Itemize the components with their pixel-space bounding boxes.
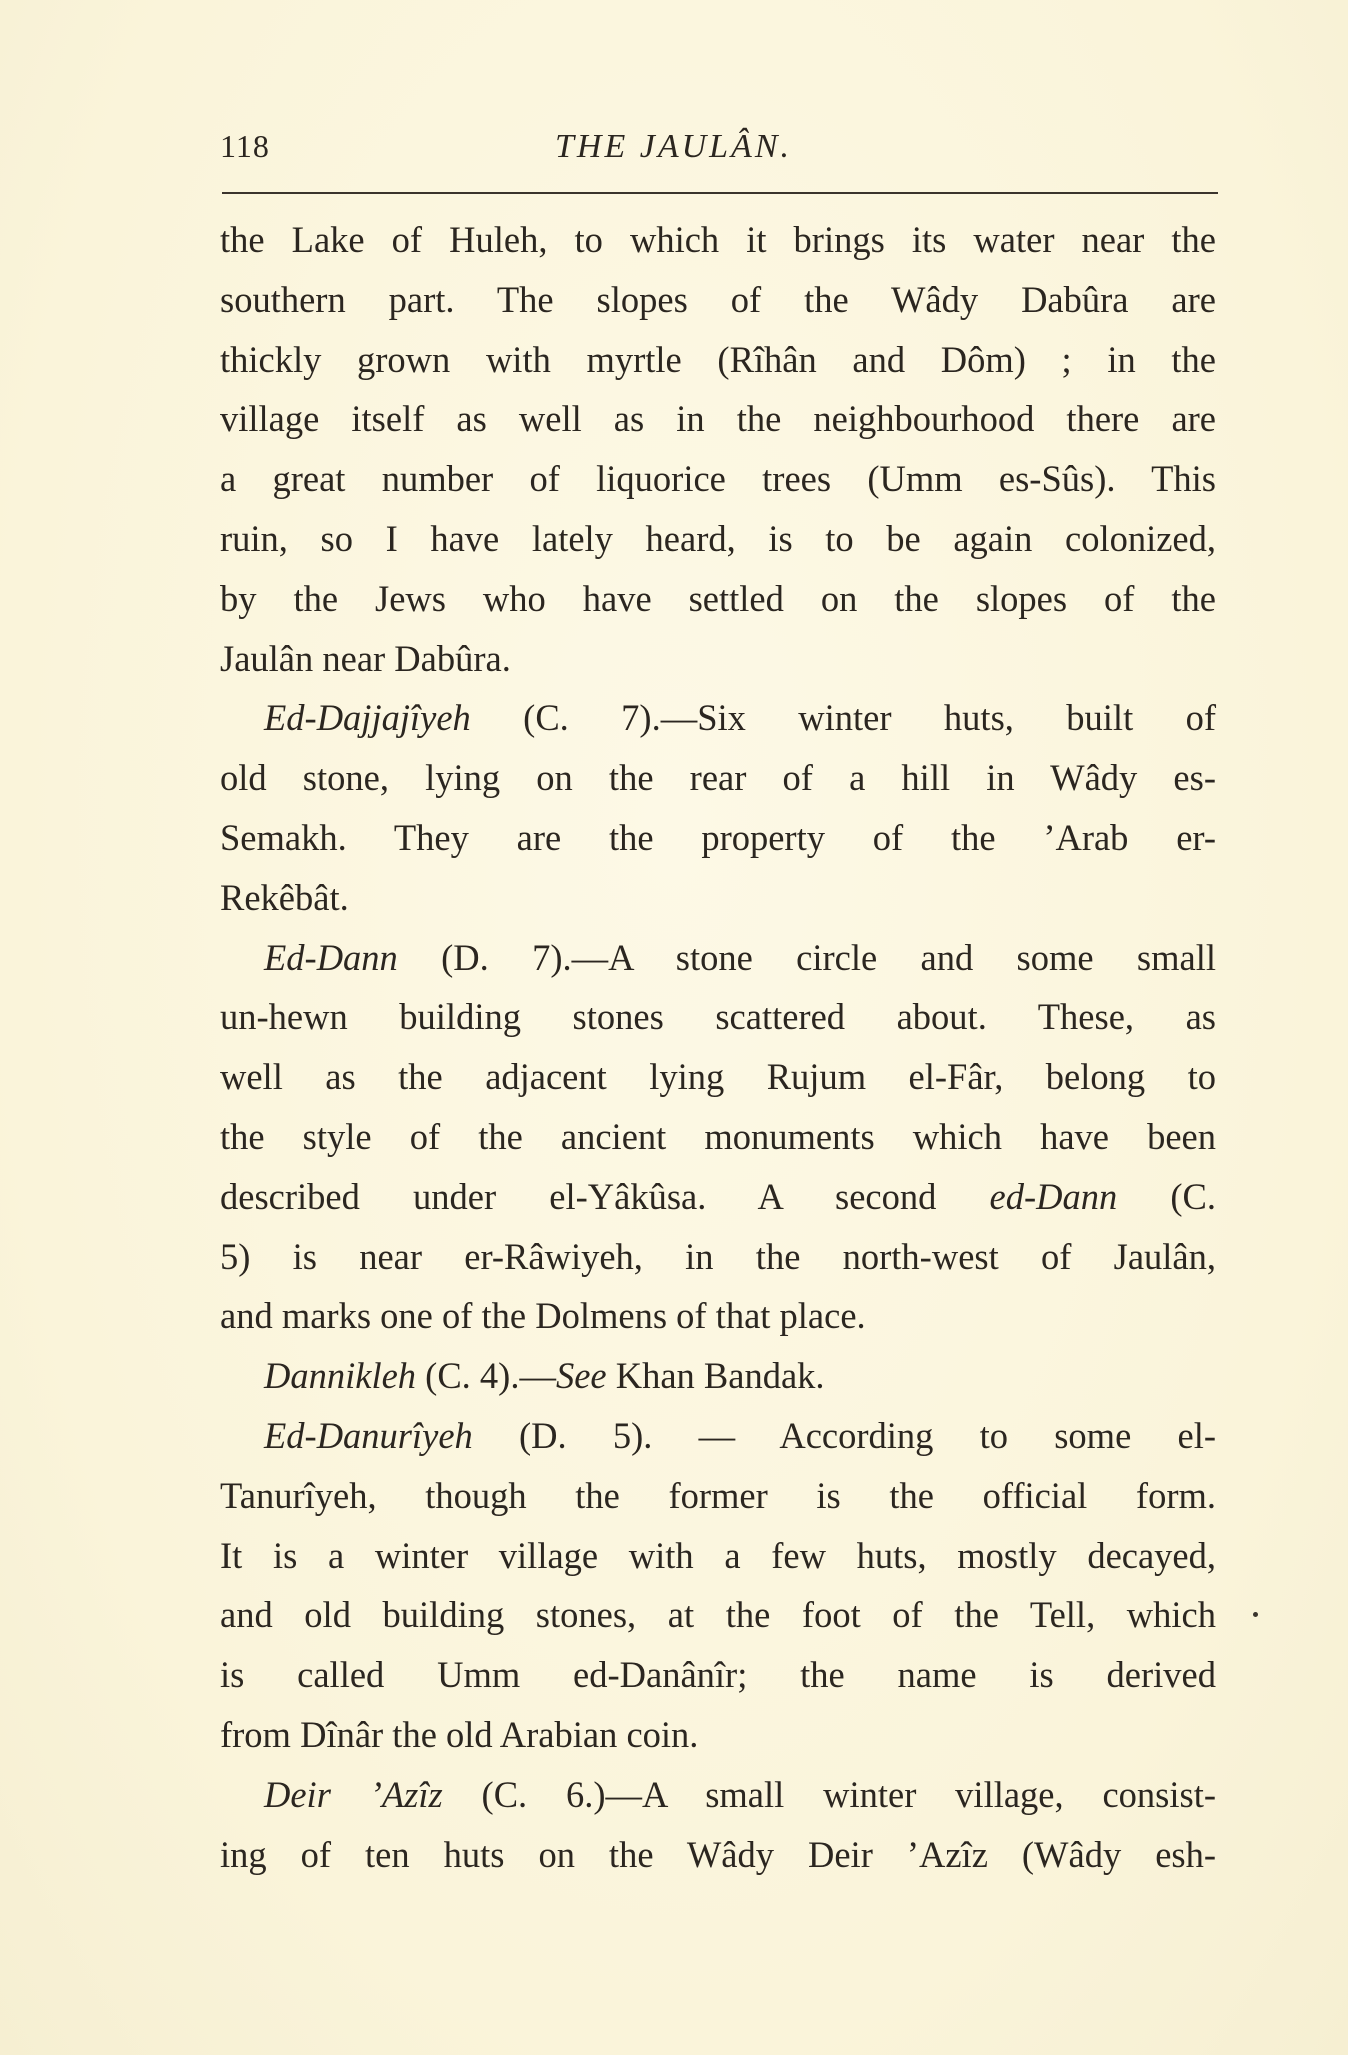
text-run: Semakh. They are the property of the ’Arab er- bbox=[220, 816, 1216, 858]
text-line bbox=[220, 1406, 1216, 1466]
text-line bbox=[220, 330, 1216, 390]
italic-term: Ed-Dann bbox=[264, 936, 398, 978]
text-line bbox=[220, 270, 1216, 330]
italic-term: Deir ’Azîz bbox=[264, 1773, 443, 1815]
text-line bbox=[220, 569, 1216, 629]
text-run: It is a winter village with a few huts, mostly decayed, bbox=[220, 1534, 1216, 1576]
text-line bbox=[220, 1645, 1216, 1705]
text-line bbox=[220, 868, 1216, 928]
text-line bbox=[220, 210, 1216, 270]
text-run: ruin, so I have lately heard, is to be again colonized, bbox=[220, 517, 1216, 559]
text-line bbox=[220, 629, 1216, 689]
text-run: (D. 7).—A stone circle and some small bbox=[397, 936, 1216, 978]
text-run: from Dînâr the old Arabian coin. bbox=[220, 1713, 699, 1755]
italic-term: Ed-Danurîyeh bbox=[264, 1414, 473, 1456]
text-line bbox=[220, 1346, 1216, 1406]
text-run: old stone, lying on the rear of a hill in Wâdy es- bbox=[220, 757, 1216, 799]
text-run: the style of the ancient monuments which have been bbox=[220, 1115, 1216, 1157]
page-number: 118 bbox=[220, 128, 270, 164]
text-line bbox=[220, 1047, 1216, 1107]
text-run: village itself as well as in the neighbourhood there are bbox=[220, 398, 1216, 440]
text-line bbox=[220, 1466, 1216, 1526]
text-line bbox=[220, 688, 1216, 748]
text-run: Rekêbât. bbox=[220, 876, 349, 918]
text-line bbox=[220, 1107, 1216, 1167]
text-run: Tanurîyeh, though the former is the official form. bbox=[220, 1474, 1216, 1516]
text-line bbox=[220, 748, 1216, 808]
text-run: Jaulân near Dabûra. bbox=[220, 637, 511, 679]
text-line bbox=[220, 1585, 1216, 1645]
italic-term: See bbox=[555, 1355, 607, 1397]
italic-term: ed-Dann bbox=[989, 1175, 1118, 1217]
header-rule bbox=[222, 192, 1218, 194]
text-run: (C. 4).— bbox=[416, 1355, 556, 1397]
text-run: ing of ten huts on the Wâdy Deir ’Azîz (Wâdy esh- bbox=[220, 1833, 1216, 1875]
body-text bbox=[220, 210, 1216, 1884]
text-line bbox=[220, 808, 1216, 868]
text-run: the Lake of Huleh, to which it brings its water near the bbox=[220, 219, 1216, 260]
text-line bbox=[220, 1167, 1216, 1227]
text-run: by the Jews who have settled on the slopes of the bbox=[220, 577, 1216, 619]
text-run: thickly grown with myrtle (Rîhân and Dôm) ; in the bbox=[220, 338, 1216, 380]
margin-mark bbox=[1253, 1612, 1258, 1617]
text-line bbox=[220, 389, 1216, 449]
text-run: a great number of liquorice trees (Umm es-Sûs). This bbox=[220, 458, 1216, 500]
text-line bbox=[220, 449, 1216, 509]
text-run: (D. 5). — According to some el- bbox=[472, 1414, 1216, 1456]
text-run: described under el-Yâkûsa. A second bbox=[220, 1175, 990, 1217]
text-run: (C. bbox=[1117, 1175, 1216, 1217]
text-run: 5) is near er-Râwiyeh, in the north-west of Jaulân, bbox=[220, 1235, 1216, 1277]
text-run: southern part. The slopes of the Wâdy Dabûra are bbox=[220, 278, 1216, 320]
text-run: and marks one of the Dolmens of that place. bbox=[220, 1295, 866, 1337]
running-title: THE JAULÂN. bbox=[555, 128, 792, 165]
italic-term: Dannikleh bbox=[264, 1355, 417, 1397]
text-line bbox=[220, 1227, 1216, 1287]
text-line bbox=[220, 1825, 1216, 1885]
text-run: is called Umm ed-Danânîr; the name is derived bbox=[220, 1654, 1216, 1696]
text-line bbox=[220, 987, 1216, 1047]
page-header bbox=[220, 128, 1220, 178]
text-run: (C. 6.)—A small winter village, consist- bbox=[442, 1773, 1216, 1815]
text-line bbox=[220, 928, 1216, 988]
text-line bbox=[220, 509, 1216, 569]
text-run: well as the adjacent lying Rujum el-Fâr, belong to bbox=[220, 1056, 1216, 1098]
text-run: Khan Bandak. bbox=[606, 1355, 825, 1397]
text-line bbox=[220, 1286, 1216, 1346]
text-line bbox=[220, 1705, 1216, 1765]
text-run: and old building stones, at the foot of the Tell, which bbox=[220, 1594, 1216, 1636]
text-line bbox=[220, 1765, 1216, 1825]
text-line bbox=[220, 1526, 1216, 1586]
italic-term: Ed-Dajjajîyeh bbox=[264, 697, 471, 739]
text-run: (C. 7).—Six winter huts, built of bbox=[470, 697, 1216, 739]
text-run: un-hewn building stones scattered about. These, as bbox=[220, 996, 1216, 1038]
